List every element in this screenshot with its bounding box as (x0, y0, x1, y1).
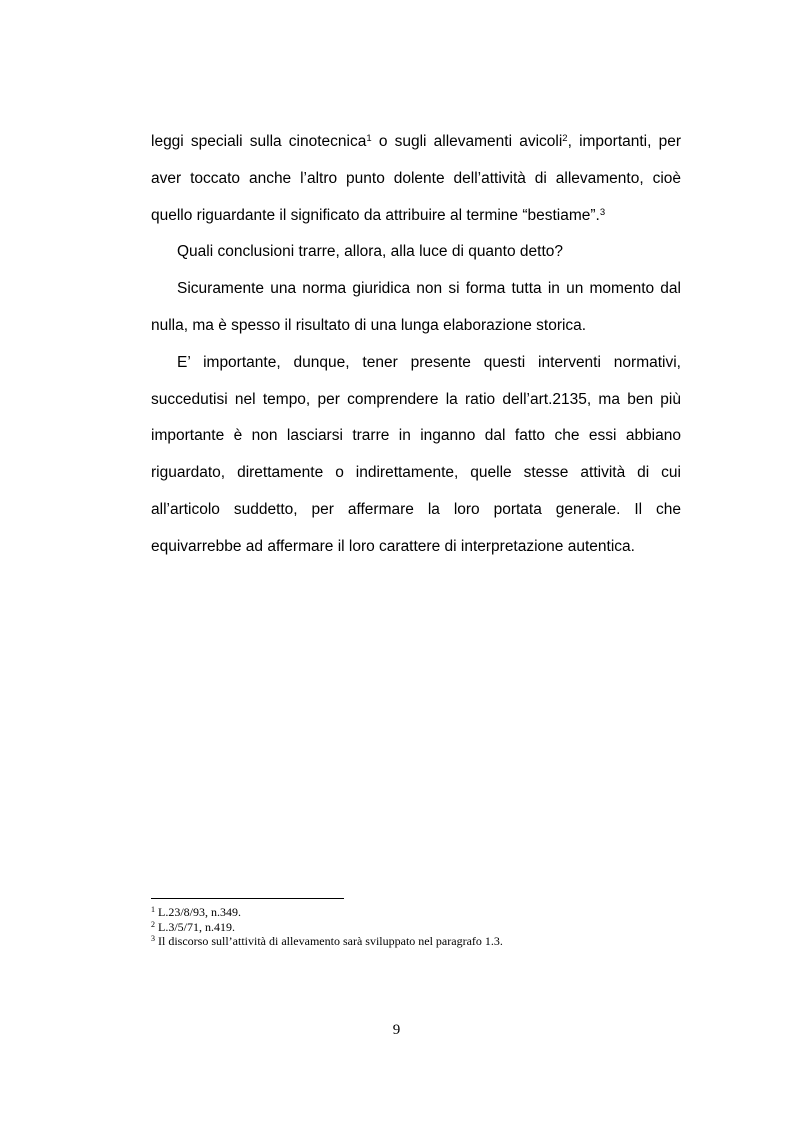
footnote-1 (151, 905, 691, 920)
footnote-2 (151, 920, 691, 935)
footnote-3-text: Il discorso sull’attività di allevamento sarà sviluppato nel paragrafo 1.3. (155, 934, 503, 948)
paragraph-3: Sicuramente una norma giuridica non si forma tutta in un momento dal nulla, ma è spesso il risultato di una lunga elaborazione storica. (151, 280, 681, 334)
footnote-ref-2[interactable]: 2 (562, 132, 568, 144)
footnote-1-number: 1 (151, 905, 155, 914)
main-text (151, 124, 681, 566)
footnote-1-text: L.23/8/93, n.349. (155, 905, 241, 919)
page-number: 9 (392, 1022, 401, 1038)
paragraph-1-text-a: leggi speciali sulla cinotecnica (151, 133, 367, 150)
footnote-ref-1[interactable]: 1 (366, 132, 372, 144)
footnotes (151, 905, 691, 949)
paragraph-4: E’ importante, dunque, tener presente questi interventi normativi, succedutisi nel tempo, per comprendere la ratio dell’art.2135, ma ben più importante è non lasciarsi trarre in inganno dal fatto che essi abbiano riguardato, direttamente o indirettamente, quelle stesse attività di cui all’articolo suddetto, per affermare la loro portata generale. Il che equivarrebbe ad affermare il loro carattere di interpretazione autentica. (151, 353, 681, 555)
footnote-3-number: 3 (151, 934, 155, 943)
footnote-separator (151, 898, 344, 899)
footnote-2-text: L.3/5/71, n.419. (155, 919, 235, 934)
paragraph-2: Quali conclusioni trarre, allora, alla luce di quanto detto? (177, 243, 564, 261)
paragraph-1-text-c: , importanti, per aver toccato anche l’altro punto dolente dell’attività di allevamento, cioè quello riguardante il significato da attribuire al termine “bestiame”. (151, 133, 681, 224)
footnote-ref-3[interactable]: 3 (599, 206, 606, 218)
paragraph-1-text-b: o sugli allevamenti avicoli (371, 133, 563, 150)
paragraph-1 (151, 124, 681, 234)
footnote-2-number: 2 (151, 919, 155, 929)
footnote-3 (151, 934, 691, 949)
